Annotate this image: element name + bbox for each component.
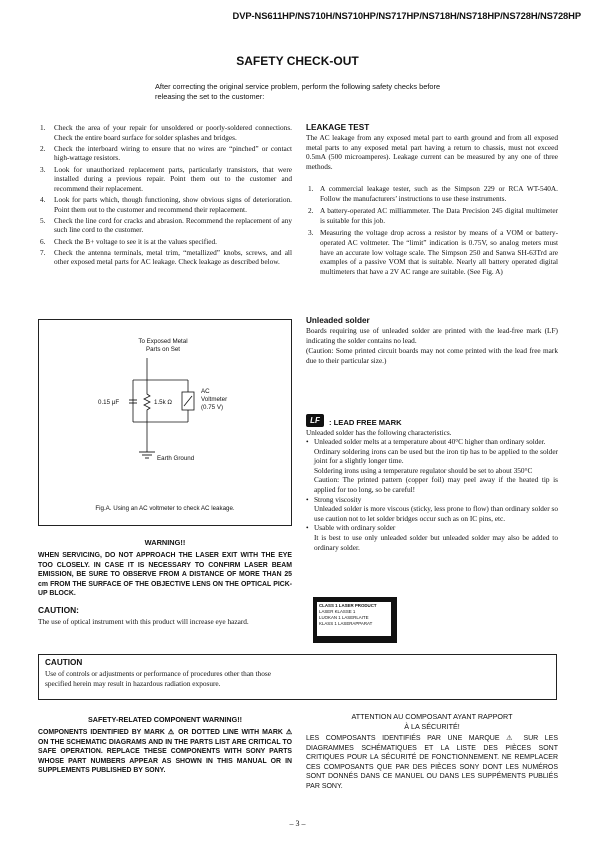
- list-item: • Unleaded solder melts at a temperature about 40°C higher than ordinary solder. Ordinary soldering irons can be used but the iron tip has to be applied to the solder joint for a slightly longer time. Soldering irons using a temperature regulator should be set to about 350°C Caution: The printed pattern (copper foil) may peel away if the heated tip is applied for too long, so be careful!: [306, 437, 558, 494]
- voltmeter-label-name: Voltmeter: [201, 396, 228, 403]
- label-parts-on-set: Parts on Set: [145, 346, 181, 353]
- bullet-icon: •: [306, 523, 309, 533]
- model-header: DVP-NS611HP/NS710H/NS710HP/NS717HP/NS718H/NS718HP/NS728H/NS728HP: [232, 10, 581, 21]
- safety-checks-list: [38, 123, 292, 268]
- component-warning-title: SAFETY-RELATED COMPONENT WARNING!!: [88, 715, 242, 724]
- resistor-value: 1.5k Ω: [154, 399, 173, 406]
- laser-product-label: [313, 597, 397, 643]
- voltmeter-label-range: (0.75 V): [201, 404, 224, 411]
- intro-text: After correcting the original service problem, perform the following safety checks before releasing the set to the customer:: [155, 82, 441, 101]
- caution-box-body: Use of controls or adjustments or performance of procedures other than those specified herein may result in hazardous radiation exposure.: [45, 669, 271, 688]
- resistor-symbol: [144, 392, 150, 412]
- laser-label-inner: [317, 602, 391, 636]
- solder-characteristics-list: [306, 437, 558, 552]
- earth-ground-symbol: [139, 452, 155, 458]
- attention-title: ATTENTION AU COMPOSANT AYANT RAPPORT À LA SÉCURITÉ!: [351, 712, 513, 731]
- list-item: 6. Check the B+ voltage to see it is at the values specified.: [40, 236, 217, 246]
- earth-ground-label: Earth Ground: [157, 455, 195, 462]
- list-item: 3. Measuring the voltage drop across a resistor by means of a VOM or battery-operated AC voltmeter. The “limit” indication is 0.75V, so analog meters must have an accurate low voltage scale. The Simpson 250 and Sanwa SH-63Trd are examples of a passive VOM that is suitable. Nearly all battery operated digital multimeters that have a 2V AC range are suitable. (See Fig. A): [308, 228, 558, 276]
- optical-caution-title: CAUTION:: [38, 605, 79, 615]
- list-item: 1. Check the area of your repair for unsoldered or poorly-soldered connections. Check the entire board surface for solder splashes and bridges.: [40, 123, 292, 142]
- lead-free-mark-title: : LEAD FREE MARK: [329, 418, 402, 427]
- voltmeter-symbol: [182, 392, 194, 410]
- laser-warning-title: WARNING!!: [144, 538, 186, 547]
- caution-box: [38, 654, 557, 700]
- lead-free-mark-icon: LF: [306, 414, 324, 427]
- component-warning-body: COMPONENTS IDENTIFIED BY MARK ⚠ OR DOTTED LINE WITH MARK ⚠ ON THE SCHEMATIC DIAGRAMS AND IN THE PARTS LIST ARE CRITICAL TO SAFE OPERATION. REPLACE THESE COMPONENTS WITH SONY PARTS WHOSE PART NUMBERS APPEAR AS SHOWN IN THIS MANUAL OR IN SUPPLEMENTS PUBLISHED BY SONY.: [38, 729, 292, 775]
- unleaded-solder-body: Boards requiring use of unleaded solder are printed with the lead-free mark (LF) indicating the solder contains no lead.: [306, 326, 558, 345]
- list-item: 2. A battery-operated AC milliammeter. The Data Precision 245 digital multimeter is suitable for this job.: [308, 206, 558, 225]
- list-item: • Strong viscosity Unleaded solder is more viscous (sticky, less prone to flow) than ordinary solder so use caution not to let solder bridges occur such as on IC pins, etc.: [306, 494, 558, 523]
- page-title: SAFETY CHECK-OUT: [236, 54, 359, 68]
- leakage-test-title: LEAKAGE TEST: [306, 123, 370, 132]
- leakage-circuit-diagram: [39, 320, 291, 500]
- laser-label-line: LUOKAN 1 LASERLAITE: [319, 615, 369, 620]
- list-item: 4. Look for parts which, though functioning, show obvious signs of deterioration. Point them out to the customer and recommend their replacement.: [40, 194, 292, 214]
- figure-caption: Fig.A. Using an AC voltmeter to check AC leakage.: [95, 505, 235, 512]
- label-exposed-metal: To Exposed Metal: [138, 338, 188, 345]
- list-item: 1. A commercial leakage tester, such as the Simpson 229 or RCA WT-540A. Follow the manufacturers’ instructions to use these instruments.: [308, 184, 558, 203]
- laser-label-line: KLASS 1 LASERAPPARAT: [319, 621, 373, 626]
- list-item: 5. Check the line cord for cracks and abrasion. Recommend the replacement of any such line cord to the customer.: [40, 215, 292, 235]
- bullet-icon: •: [306, 494, 309, 504]
- voltmeter-label-ac: AC: [201, 388, 210, 395]
- laser-label-line: LASER KLASSE 1: [319, 609, 356, 614]
- laser-warning-body: WHEN SERVICING, DO NOT APPROACH THE LASER EXIT WITH THE EYE TOO CLOSELY. IN CASE IT IS NECESSARY TO CONFIRM LASER BEAM EMISSION, BE SURE TO OBSERVE FROM A DISTANCE OF MORE THAN 25 cm FROM THE SURFACE OF THE OBJECTIVE LENS ON THE OPTICAL PICK-UP BLOCK.: [38, 552, 292, 598]
- unleaded-solder-note: (Caution: Some printed circuit boards may not come printed with the lead free mark due to their particular size.): [306, 346, 558, 365]
- capacitor-value: 0.15 μF: [98, 399, 120, 406]
- list-item: • Usable with ordinary solder It is best to use only unleaded solder but unleaded solder may also be added to ordinary solder.: [306, 523, 558, 552]
- bullet-icon: •: [306, 437, 309, 446]
- list-item: 2. Check the interboard wiring to ensure that no wires are “pinched” or contact high-wattage resistors.: [40, 143, 292, 163]
- attention-body: LES COMPOSANTS IDENTIFIÉS PAR UNE MARQUE ⚠ SUR LES DIAGRAMMES SCHÉMATIQUES ET LA LISTE DES PIÈCES SONT CRITIQUES POUR LA SÉCURITÉ DE FONCTIONNEMENT. NE REMPLACER CES COMPOSANTS QUE PAR DES PIÈCES SONY DONT LES NUMÉROS SONT DONNÉS DANS CE MANUEL OU DANS LES SUPPÉMENTS PUBLIÉS PAR SONY.: [306, 735, 558, 790]
- caution-box-title: CAUTION: [45, 658, 83, 667]
- unleaded-solder-title: Unleaded solder: [306, 316, 370, 325]
- list-item: 3. Look for unauthorized replacement parts, particularly transistors, that were installed during a previous repair. Point them out to the customer and recommend their replacement.: [40, 164, 292, 193]
- figure-a-box: [38, 319, 292, 526]
- leakage-test-body: The AC leakage from any exposed metal part to earth ground and from all exposed metal parts to any exposed metal part having a return to chassis, must not exceed 0.5mA (500 microamperes). Leakage current can be measured by any one of three methods.: [306, 133, 558, 171]
- laser-label-line: CLASS 1 LASER PRODUCT: [319, 603, 377, 608]
- optical-caution-body: The use of optical instrument with this product will increase eye hazard.: [38, 617, 249, 626]
- list-item: 7. Check the antenna terminals, metal trim, “metallized” knobs, screws, and all other exposed metal parts for AC leakage. Check leakage as described below.: [40, 247, 292, 267]
- lead-free-intro: Unleaded solder has the following characteristics.: [306, 428, 452, 437]
- page-number: – 3 –: [289, 819, 306, 828]
- leakage-methods-list: [306, 184, 558, 279]
